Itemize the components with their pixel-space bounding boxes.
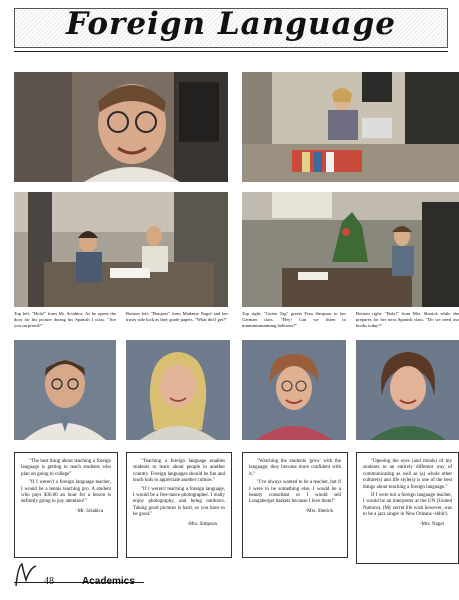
quote-text bbox=[249, 459, 341, 506]
page-title: Foreign Language bbox=[66, 6, 396, 42]
quote-text bbox=[363, 459, 452, 519]
quote-author: -Mr. Sciabica bbox=[76, 508, 103, 514]
quote-paragraph: "If I weren't a foreign language teacher, I would be a tennis teaching pro. A student who pays $36.00 an hour for a lesson is definitly going to pay attention!" bbox=[21, 480, 111, 505]
portrait-mrs-nagel bbox=[356, 340, 459, 440]
photo-madame-nagel-grading bbox=[14, 192, 228, 307]
quote-paragraph: "If I weren't teaching a foreign language, I would be a free-lance photographer. I really enjoy photography, and being outdoors. Taking good pictures is hard, so you have to be good." bbox=[133, 486, 225, 518]
caption-bottom-left: Bottom left: "Bonjour" from Madame Nagel and her trusty side kick as they grade papers. "What did I get?" bbox=[126, 311, 228, 322]
portrait-mrs-sherick bbox=[242, 340, 346, 440]
quote-box-sherick bbox=[242, 452, 348, 558]
quote-paragraph: "The best thing about teaching a foreign language is getting to teach students who plan on going to college" bbox=[21, 459, 111, 477]
portrait-mrs-simpson bbox=[126, 340, 230, 440]
photo-frau-simpson-class bbox=[242, 72, 459, 182]
caption-top-right: Top right: "Guten Tag" greets Frau Simpson to her German class. "Hey! Can we listen to mmmmmmmmmg balloons?" bbox=[242, 311, 346, 328]
quote-author: -Mrs. Sherick bbox=[305, 508, 333, 514]
yearbook-logo-mark bbox=[12, 560, 42, 588]
quote-paragraph: "Watching the students 'grow' with the language; they become more confident with it." bbox=[249, 459, 341, 477]
quote-author: -Mrs. Simpson bbox=[187, 521, 217, 527]
page-number: 48 bbox=[44, 576, 54, 587]
photo-mrs-sherick-preparing bbox=[242, 192, 459, 307]
quote-text bbox=[21, 459, 111, 506]
quote-box-simpson bbox=[126, 452, 232, 558]
quote-text bbox=[133, 459, 225, 519]
caption-top-left: Top left: "Hola!" from Mr. Sciabica. As he opens the door for his picture during his Spanish I class. "Are you surprised?" bbox=[14, 311, 116, 328]
quote-paragraph: "I've always wanted to be a teacher, but if I were to be something else, I would be a beauty consultant or I would sell Longaberger baskets because I love them!" bbox=[249, 480, 341, 505]
quote-paragraph: If I were not a foreign language teacher, I would be an interpreter at the UN (United Nations). (My secret life wish however, was to be a jazz singer in New Orleans -shhh!) bbox=[363, 493, 452, 518]
quote-author: -Mrs. Nagel bbox=[419, 521, 444, 527]
portrait-mr-sciabica bbox=[14, 340, 116, 440]
quote-paragraph: "Opening the eyes (and minds) of my students to an entirely different way of communicating as well as (a) whole other culture(s) and life style(s) is one of the best things about teaching a foreign language." bbox=[363, 459, 452, 490]
quote-box-sciabica bbox=[14, 452, 118, 558]
page-header bbox=[14, 4, 448, 52]
quote-box-nagel bbox=[356, 452, 459, 564]
caption-bottom-right: Bottom right: "Hola!" from Mrs. Sherick while she prepares for her next Spanish class. "Do we need our books today?" bbox=[356, 311, 459, 328]
photo-mr-sciabica-door bbox=[14, 72, 228, 182]
section-name: Academics bbox=[82, 576, 135, 587]
quote-paragraph: "Teaching a foreign language enables students to learn about people in another country. Foreign languages should be fun and teach kids to appreciate another culture." bbox=[133, 459, 225, 484]
